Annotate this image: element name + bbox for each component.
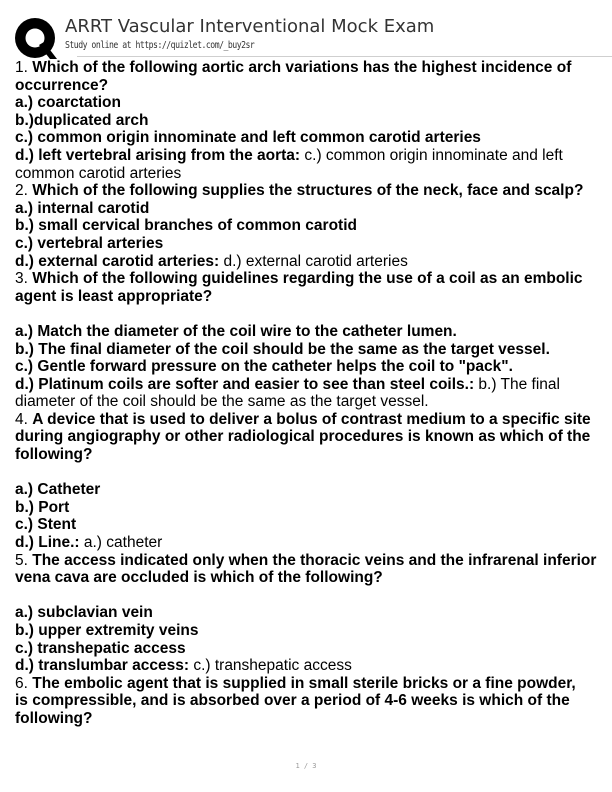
text-line: [15, 604, 605, 622]
text-line: [15, 341, 605, 359]
text-line: [15, 200, 605, 218]
question-text: A device that is used to deliver a bolus of contrast medium to a specific site: [32, 410, 591, 428]
question-text: Which of the following guidelines regarding the use of a coil as an embolic: [32, 270, 583, 288]
question-text: b.) small cervical branches of common carotid: [15, 217, 357, 235]
question-text: agent is least appropriate?: [15, 287, 213, 305]
question-line: [15, 270, 605, 288]
answer-text: b.) The final: [474, 375, 560, 393]
question-number: 5.: [15, 551, 33, 569]
text-line: [15, 640, 605, 658]
question-line: [15, 182, 605, 200]
text-line: [15, 657, 605, 675]
page-title: ARRT Vascular Interventional Mock Exam: [65, 16, 435, 37]
text-line: [15, 217, 605, 235]
question-text: b.) upper extremity veins: [15, 622, 199, 639]
question-text: d.) Line.:: [15, 534, 80, 552]
question-text: vena cava are occluded is which of the following?: [15, 569, 383, 587]
question-text: The access indicated only when the thoracic veins and the infrarenal inferior: [32, 551, 597, 569]
question-text: a.) coarctation: [15, 94, 121, 112]
text-line: [15, 235, 605, 253]
question-list: [15, 59, 605, 728]
question-text: following?: [15, 446, 93, 464]
text-line: [15, 288, 605, 306]
study-link[interactable]: Study online at https://quizlet.com/_buy2sr: [65, 40, 255, 51]
question-text: d.) left vertebral arising from the aorta:: [15, 146, 301, 164]
question-text: d.) Platinum coils are softer and easier to see than steel coils.:: [15, 375, 475, 393]
text-line: [15, 710, 605, 728]
text-line: [15, 569, 605, 587]
text-line: [15, 446, 605, 464]
question-text: during angiography or other radiological procedures is known as which of the: [15, 428, 591, 446]
question-line: [15, 552, 605, 570]
question-line: [15, 59, 605, 77]
text-line: [15, 499, 605, 517]
text-line: [15, 516, 605, 534]
question-text: b.)duplicated arch: [15, 111, 149, 129]
question-text: b.) The final diameter of the coil should be the same as the target vessel.: [15, 340, 550, 358]
question-text: d.) translumbar access:: [15, 657, 190, 675]
blank-line: [15, 587, 605, 605]
text-line: [15, 77, 605, 95]
question-line: [15, 411, 605, 429]
text-line: [15, 534, 605, 552]
question-text: Which of the following supplies the structures of the neck, face and scalp?: [32, 182, 584, 200]
question-text: Which of the following aortic arch variations has the highest incidence of: [32, 59, 572, 76]
question-text: following?: [15, 709, 93, 727]
text-line: [15, 481, 605, 499]
question-number: 1.: [15, 59, 33, 76]
answer-line: [15, 165, 605, 183]
text-line: [15, 94, 605, 112]
question-text: is compressible, and is absorbed over a period of 4-6 weeks is which of the: [15, 692, 570, 710]
answer-text: c.) transhepatic access: [189, 657, 352, 675]
text-line: [15, 323, 605, 341]
answer-text: diameter of the coil should be the same as the target vessel.: [15, 393, 429, 411]
question-text: a.) subclavian vein: [15, 604, 153, 622]
text-line: [15, 622, 605, 640]
question-number: 6.: [15, 674, 33, 692]
question-text: c.) common origin innominate and left common carotid arteries: [15, 129, 481, 147]
question-number: 2.: [15, 182, 33, 200]
text-line: [15, 358, 605, 376]
quizlet-logo-icon: [15, 18, 57, 60]
text-line: [15, 376, 605, 394]
question-line: [15, 675, 605, 693]
answer-text: a.) catheter: [79, 534, 163, 552]
question-text: c.) transhepatic access: [15, 639, 186, 657]
question-text: a.) Match the diameter of the coil wire to the catheter lumen.: [15, 322, 457, 340]
text-line: [15, 129, 605, 147]
question-text: The embolic agent that is supplied in small sterile bricks or a fine powder,: [32, 674, 576, 692]
answer-text: c.) common origin innominate and left: [300, 146, 563, 164]
question-text: c.) vertebral arteries: [15, 234, 164, 252]
page-header: [15, 12, 597, 58]
question-text: d.) external carotid arteries:: [15, 252, 220, 270]
question-text: c.) Gentle forward pressure on the catheter helps the coil to "pack".: [15, 358, 513, 376]
question-number: 3.: [15, 270, 33, 288]
question-text: a.) internal carotid: [15, 199, 150, 217]
page-number: 1 / 3: [295, 762, 317, 770]
answer-text: d.) external carotid arteries: [219, 252, 408, 270]
header-divider: [77, 56, 612, 57]
text-line: [15, 428, 605, 446]
blank-line: [15, 464, 605, 482]
question-text: occurrence?: [15, 76, 109, 94]
blank-line: [15, 305, 605, 323]
answer-text: common carotid arteries: [15, 164, 182, 182]
answer-line: [15, 393, 605, 411]
question-text: a.) Catheter: [15, 481, 101, 499]
question-text: c.) Stent: [15, 516, 77, 534]
text-line: [15, 147, 605, 165]
question-text: b.) Port: [15, 498, 70, 516]
text-line: [15, 692, 605, 710]
question-number: 4.: [15, 410, 33, 428]
text-line: [15, 253, 605, 271]
text-line: [15, 112, 605, 130]
